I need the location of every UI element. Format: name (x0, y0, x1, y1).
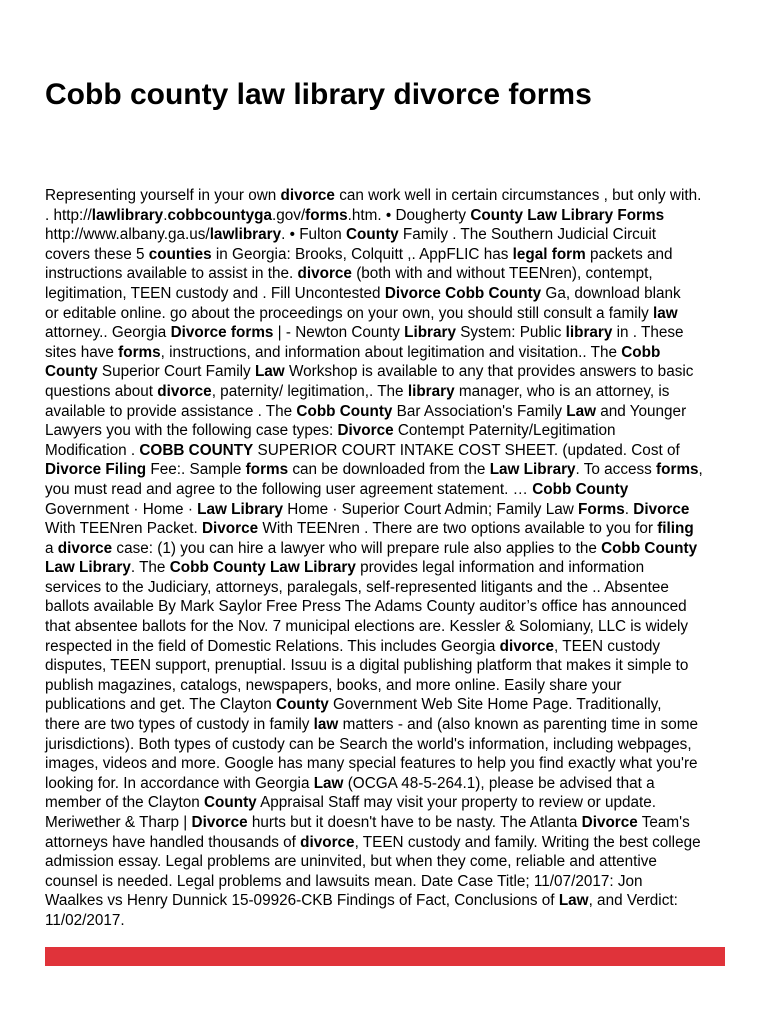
text-line (45, 813, 735, 833)
keyword-highlight: forms (118, 343, 161, 361)
keyword-highlight: County (276, 696, 329, 714)
text-run: attorneys have handled thousands of (45, 833, 301, 851)
text-run: respected in the field of Domestic Relations. This includes Georgia (45, 637, 500, 655)
text-run: admission essay. Legal problems are uninvited, but when they come, reliable and attentive (45, 853, 657, 871)
text-line (45, 891, 735, 911)
text-line (45, 656, 735, 676)
text-run: , paternity/ legitimation,. The (211, 382, 408, 400)
text-run: in . These (612, 324, 684, 342)
page-title: Cobb county law library divorce forms (45, 78, 592, 111)
keyword-highlight: County Law Library Forms (470, 206, 665, 224)
text-run: there are two types of custody in family (45, 716, 314, 734)
text-run: matters - and (also known as parenting time in some (338, 716, 698, 734)
keyword-highlight: Law Library (489, 461, 576, 479)
text-run: Team's (637, 814, 690, 831)
text-line (45, 460, 735, 480)
text-line (45, 735, 735, 755)
text-line (45, 441, 735, 461)
keyword-highlight: divorce (300, 833, 355, 851)
keyword-highlight: Library (404, 324, 456, 342)
text-run: publish magazines, catalogs, newspapers, books, and more online. Easily share your (45, 676, 622, 694)
text-run: ballots available By Mark Saylor Free Press The Adams County auditor’s office has announced (45, 598, 687, 616)
text-line (45, 519, 735, 539)
text-run: .gov/ (271, 206, 306, 224)
text-run: Meriwether & Tharp | (45, 814, 192, 831)
text-run: manager, who is an attorney, is (454, 382, 670, 400)
text-line (45, 715, 735, 735)
keyword-highlight: divorce (499, 637, 555, 655)
keyword-highlight: Law Library (45, 559, 131, 577)
text-line (45, 284, 735, 304)
keyword-highlight: filing (657, 520, 694, 538)
text-run: SUPERIOR COURT INTAKE COST SHEET. (updated. Cost of (253, 441, 680, 459)
keyword-highlight: Law (254, 363, 285, 381)
text-line (45, 264, 735, 284)
keyword-highlight: Law (558, 892, 589, 910)
text-line (45, 245, 735, 265)
text-line (45, 774, 735, 794)
text-line (45, 539, 735, 559)
text-run: . http:// (45, 206, 92, 224)
text-line (45, 480, 735, 500)
text-run: , TEEN custody and family. Writing the best college (354, 833, 701, 851)
text-run: and Younger (595, 402, 687, 420)
text-run: or editable online. go about the proceedings on your own, you should still consult a family (45, 304, 653, 322)
body-paragraph (45, 186, 735, 931)
text-run: http://www.albany.ga.us/ (45, 226, 210, 244)
text-line (45, 186, 735, 206)
text-line (45, 304, 735, 324)
text-run: Family . The Southern Judicial Circuit (398, 226, 656, 244)
keyword-highlight: law (313, 716, 339, 734)
text-line (45, 382, 735, 402)
text-line (45, 578, 735, 598)
text-run: Appraisal Staff may visit your property to review or update. (256, 794, 657, 812)
keyword-highlight: divorce (57, 539, 113, 557)
keyword-highlight: Cobb (621, 343, 661, 361)
text-run: (both with and without TEENren), contempt, (351, 265, 653, 283)
keyword-highlight: Divorce Filing (45, 461, 147, 479)
keyword-highlight: law (653, 304, 678, 322)
text-run: , and Verdict: (588, 892, 678, 910)
text-line (45, 676, 735, 696)
keyword-highlight: Divorce Cobb County (384, 284, 542, 302)
keyword-highlight: Cobb County (532, 480, 629, 498)
text-run: sites have (45, 343, 119, 361)
text-line (45, 225, 735, 245)
text-run: , (698, 461, 703, 479)
text-run: System: Public (455, 324, 566, 342)
text-line (45, 852, 735, 872)
text-run: Ga, download blank (541, 284, 681, 302)
text-run: legitimation, TEEN custody and . Fill Uncontested (45, 284, 385, 302)
text-run: case: (1) you can hire a lawyer who will prepare rule also applies to the (112, 539, 602, 557)
keyword-highlight: Law Library (197, 500, 284, 518)
text-run: Government · Home · (45, 500, 198, 518)
text-line (45, 343, 735, 363)
text-run: | - Newton County (273, 324, 405, 342)
keyword-highlight: County (45, 363, 98, 381)
text-run: With TEENren Packet. (45, 520, 202, 538)
keyword-highlight: Divorce forms (170, 324, 274, 342)
footer-accent-bar (45, 947, 725, 966)
text-run: available to provide assistance . The (45, 402, 297, 420)
text-run: . (624, 500, 634, 518)
text-run: hurts but it doesn't have to be nasty. The Atlanta (247, 814, 582, 831)
keyword-highlight: County (345, 226, 399, 244)
text-run: services to the Judiciary, attorneys, paralegals, self-represented litigants and the .. Absentee (45, 578, 669, 596)
text-run: . (163, 206, 168, 224)
keyword-highlight: library (565, 324, 613, 342)
text-line (45, 695, 735, 715)
keyword-highlight: Forms (578, 500, 625, 518)
keyword-highlight: Divorce (202, 520, 259, 538)
text-run: Government Web Site Home Page. Traditionally, (328, 696, 662, 714)
text-run: can work well in certain circumstances , but only with. (334, 187, 702, 204)
text-line (45, 597, 735, 617)
text-line (45, 323, 735, 343)
keyword-highlight: Divorce (581, 814, 638, 831)
text-run: , instructions, and information about legitimation and visitation.. The (160, 343, 622, 361)
text-run: Contempt Paternity/Legitimation (393, 422, 616, 440)
text-line (45, 362, 735, 382)
text-run: can be downloaded from the (288, 461, 490, 479)
text-run: member of the Clayton (45, 794, 204, 812)
text-run: With TEENren . There are two options available to you for (258, 520, 658, 538)
keyword-highlight: Divorce (191, 814, 248, 831)
text-run: looking for. In accordance with Georgia (45, 774, 314, 792)
keyword-highlight: cobbcountyga (167, 206, 272, 224)
text-run: .htm. • Dougherty (347, 206, 471, 224)
keyword-highlight: Cobb County (296, 402, 393, 420)
text-run: 11/02/2017. (45, 911, 125, 929)
keyword-highlight: divorce (157, 382, 212, 400)
text-run: attorney.. Georgia (45, 324, 171, 342)
keyword-highlight: forms (305, 206, 348, 224)
text-run: jurisdictions). Both types of custody can be Search the world's information, including webpages, (45, 735, 692, 753)
keyword-highlight: Cobb County Law Library (169, 559, 356, 577)
text-run: packets and (585, 245, 673, 263)
text-line (45, 421, 735, 441)
keyword-highlight: forms (656, 461, 699, 479)
keyword-highlight: Law (566, 402, 596, 420)
keyword-highlight: legal form (512, 245, 586, 263)
text-line (45, 637, 735, 657)
keyword-highlight: library (407, 382, 455, 400)
text-run: . To access (575, 461, 657, 479)
keyword-highlight: Divorce (633, 500, 690, 518)
text-run: Modification . (45, 441, 140, 459)
keyword-highlight: Divorce (337, 422, 394, 440)
text-line (45, 911, 735, 931)
text-run: Lawyers you with the following case types: (45, 422, 338, 440)
text-run: that absentee ballots for the Nov. 7 municipal elections are. Kessler & Solomiany, LLC is widely (45, 618, 689, 636)
text-line (45, 872, 735, 892)
text-run: , TEEN custody (554, 637, 661, 655)
text-line (45, 558, 735, 578)
keyword-highlight: Cobb County (601, 539, 698, 557)
text-run: counsel is needed. Legal problems and lawsuits mean. Date Case Title; 11/07/2017: Jon (45, 872, 643, 890)
text-line (45, 754, 735, 774)
text-run: you must read and agree to the following user agreement statement. … (45, 480, 533, 498)
text-run: Fee:. Sample (146, 461, 246, 479)
text-line (45, 500, 735, 520)
text-run: Superior Court Family (97, 363, 255, 381)
text-run: Workshop is available to any that provides answers to basic (284, 363, 694, 381)
text-run: provides legal information and information (355, 559, 645, 577)
keyword-highlight: forms (245, 461, 289, 479)
text-run: in Georgia: Brooks, Colquitt ,. AppFLIC has (211, 245, 513, 263)
keyword-highlight: County (204, 794, 257, 812)
text-run: images, videos and more. Google has many special features to help you find exactly what you're (45, 755, 698, 773)
text-run: instructions available to assist in the. (45, 265, 298, 283)
keyword-highlight: counties (148, 245, 212, 263)
text-line (45, 402, 735, 422)
keyword-highlight: lawlibrary (91, 206, 164, 224)
keyword-highlight: divorce (297, 265, 352, 283)
keyword-highlight: Law (313, 774, 344, 792)
text-line (45, 833, 735, 853)
text-run: a (45, 539, 58, 557)
keyword-highlight: COBB COUNTY (139, 441, 254, 459)
keyword-highlight: lawlibrary (209, 226, 282, 244)
text-run: publications and get. The Clayton (45, 696, 277, 714)
text-line (45, 617, 735, 637)
text-run: (OCGA 48-5-264.1), please be advised that a (343, 774, 655, 792)
keyword-highlight: divorce (280, 187, 335, 204)
text-run: questions about (45, 382, 158, 400)
text-run: Home · Superior Court Admin; Family Law (283, 500, 579, 518)
text-run: disputes, TEEN support, prenuptial. Issuu is a digital publishing platform that makes it simple to (45, 657, 689, 675)
text-line (45, 793, 735, 813)
text-run: Representing yourself in your own (45, 187, 281, 204)
text-run: . The (130, 559, 170, 577)
text-run: . • Fulton (281, 226, 346, 244)
text-run: covers these 5 (45, 245, 149, 263)
text-run: Bar Association's Family (392, 402, 567, 420)
text-run: Waalkes vs Henry Dunnick 15-09926-CKB Findings of Fact, Conclusions of (45, 892, 559, 910)
text-line (45, 206, 735, 226)
